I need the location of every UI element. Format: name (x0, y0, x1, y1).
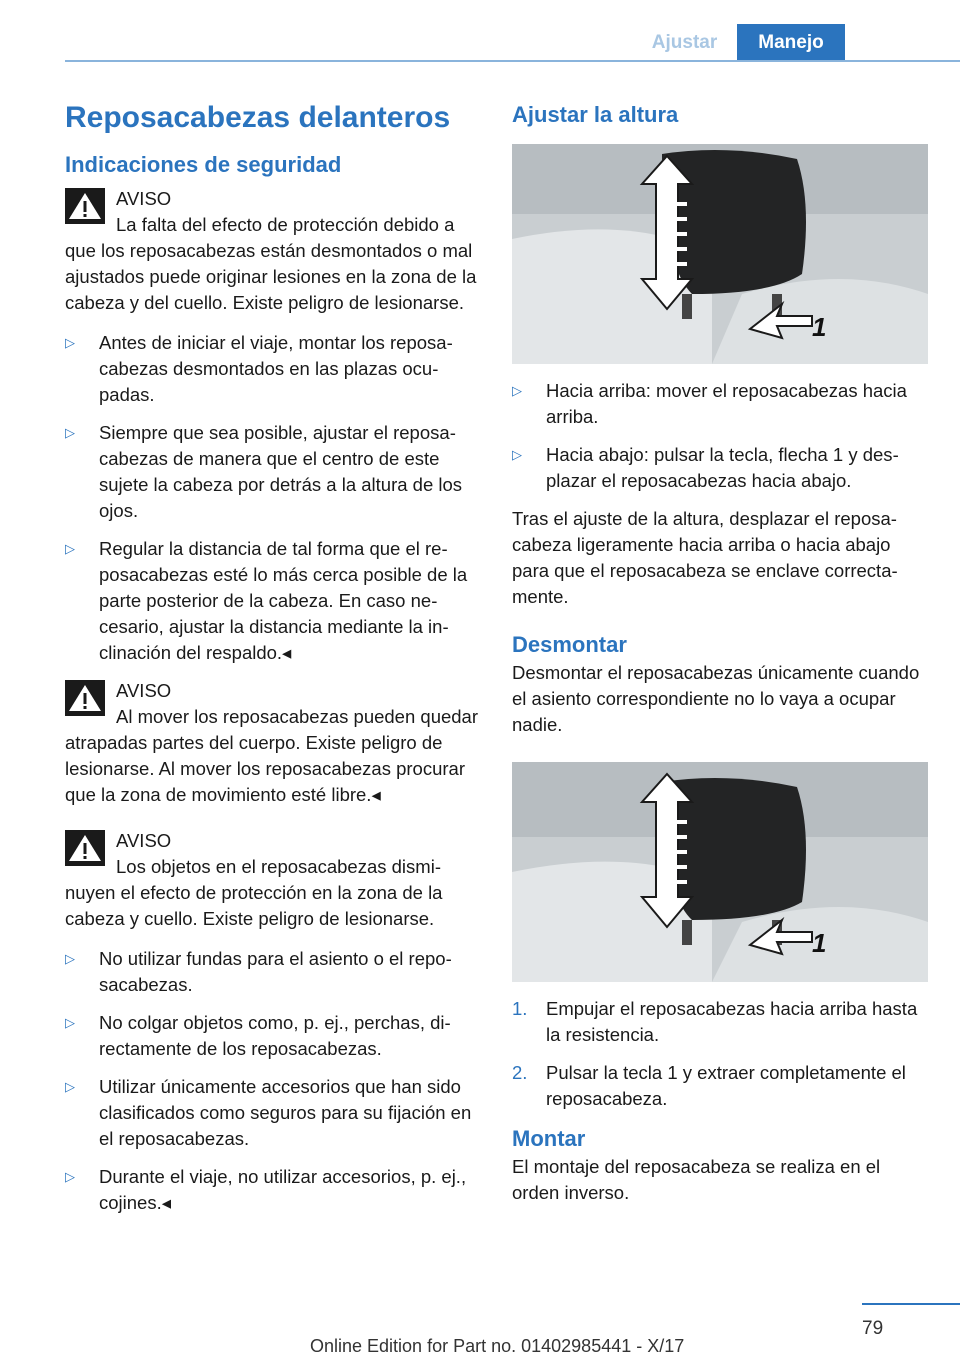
altura-list (512, 378, 930, 494)
warning-block-3 (65, 828, 480, 932)
warning-triangle-icon (65, 188, 105, 224)
page-title: Reposacabezas delanteros (65, 101, 451, 134)
left-column (65, 96, 480, 1228)
triangle-bullet-icon: ▷ (512, 383, 522, 398)
altura-paragraph: Tras el ajuste de la altura, desplazar el reposacabeza ligeramente hacia arriba o hacia abajo para que el reposacabeza se enclave correctamente. (512, 508, 898, 607)
page-number: 79 (862, 1318, 884, 1339)
triangle-bullet-icon: ▷ (65, 1079, 75, 1094)
triangle-bullet-icon: ▷ (65, 335, 75, 350)
edition-footer: Online Edition for Part no. 01402985441 - X/17 (310, 1336, 685, 1356)
triangle-bullet-icon: ▷ (65, 951, 75, 966)
section-heading-desmontar: Desmontar (512, 632, 627, 657)
triangle-bullet-icon: ▷ (512, 447, 522, 462)
list-item: ▷ Siempre que sea posible, ajustar el reposacabezas de manera que el centro de este sujete la cabeza por detrás a la altura de los ojos. (65, 422, 463, 521)
list-item: 1. Empujar el reposacabezas hacia arriba hasta la resistencia. (512, 998, 918, 1045)
figure-callout-label: 1 (812, 928, 827, 958)
warning-triangle-icon (65, 680, 105, 716)
list-item: ▷ Hacia abajo: pulsar la tecla, flecha 1 y desplazar el reposacabezas hacia abajo. (512, 444, 899, 491)
warning-title: AVISO (116, 830, 172, 851)
section-heading-altura: Ajustar la altura (512, 102, 679, 127)
warning-block-2 (65, 678, 480, 808)
list-item: ▷ Antes de iniciar el viaje, montar los reposacabezas desmontados en las plazas ocupadas. (65, 332, 453, 405)
warning-text: Los objetos en el reposacabezas disminuyen el efecto de protección en la zona de la cabeza y cuello. Existe peligro de lesionarse. (65, 856, 443, 929)
warning-title: AVISO (116, 680, 172, 701)
list-item: ▷ No utilizar fundas para el asiento o el reposacabezas. (65, 948, 452, 995)
steps-list (512, 996, 930, 1112)
warning-text: Al mover los reposacabezas pueden quedar atrapadas partes del cuerpo. Existe peligro de lesionarse. Al mover los reposacabezas procurar que la zona de movimiento esté libre.◂ (65, 706, 479, 805)
warning-triangle-icon (65, 830, 105, 866)
section-heading-montar: Montar (512, 1126, 586, 1151)
triangle-bullet-icon: ▷ (65, 1169, 75, 1184)
list-item: ▷ Hacia arriba: mover el reposacabezas hacia arriba. (512, 380, 907, 427)
warning-block-1 (65, 186, 480, 316)
header-divider (65, 60, 960, 62)
list-item: 2. Pulsar la tecla 1 y extraer completamente el reposacabeza. (512, 1062, 906, 1109)
triangle-bullet-icon: ▷ (65, 541, 75, 556)
list-item: ▷ No colgar objetos como, p. ej., perchas, directamente de los reposacabezas. (65, 1012, 451, 1059)
headrest-removal-figure (512, 762, 928, 982)
list-item: ▷ Utilizar únicamente accesorios que han sido clasificados como seguros para su fijación en el reposacabezas. (65, 1076, 472, 1149)
section-heading-safety: Indicaciones de seguridad (65, 152, 342, 177)
desmontar-paragraph: Desmontar el reposacabezas únicamente cuando el asiento correspondiente no lo vaya a ocupar nadie. (512, 662, 920, 735)
warning-title: AVISO (116, 188, 172, 209)
montar-paragraph: El montaje del reposacabeza se realiza en el orden inverso. (512, 1156, 881, 1203)
tab-manejo[interactable]: Manejo (737, 24, 845, 62)
safety-list-2 (65, 946, 480, 1216)
list-item: ▷ Durante el viaje, no utilizar accesorios, p. ej., cojines.◂ (65, 1166, 467, 1213)
right-column (512, 96, 930, 1206)
footer-divider (862, 1303, 960, 1305)
list-item: ▷ Regular la distancia de tal forma que el reposacabezas esté lo más cerca posible de la parte posterior de la cabeza. En caso necesario, ajustar la distancia mediante la inclinación del respaldo.◂ (65, 538, 468, 663)
warning-text: La falta del efecto de protección debido a que los reposacabezas están desmontados o mal ajustados puede originar lesiones en la zona de la cabeza y del cuello. Existe peligro de lesionarse. (65, 214, 477, 313)
safety-list-1 (65, 330, 480, 666)
figure-callout-label: 1 (812, 312, 827, 342)
triangle-bullet-icon: ▷ (65, 1015, 75, 1030)
triangle-bullet-icon: ▷ (65, 425, 75, 440)
headrest-height-figure (512, 144, 928, 364)
tab-ajustar[interactable]: Ajustar (651, 32, 718, 53)
